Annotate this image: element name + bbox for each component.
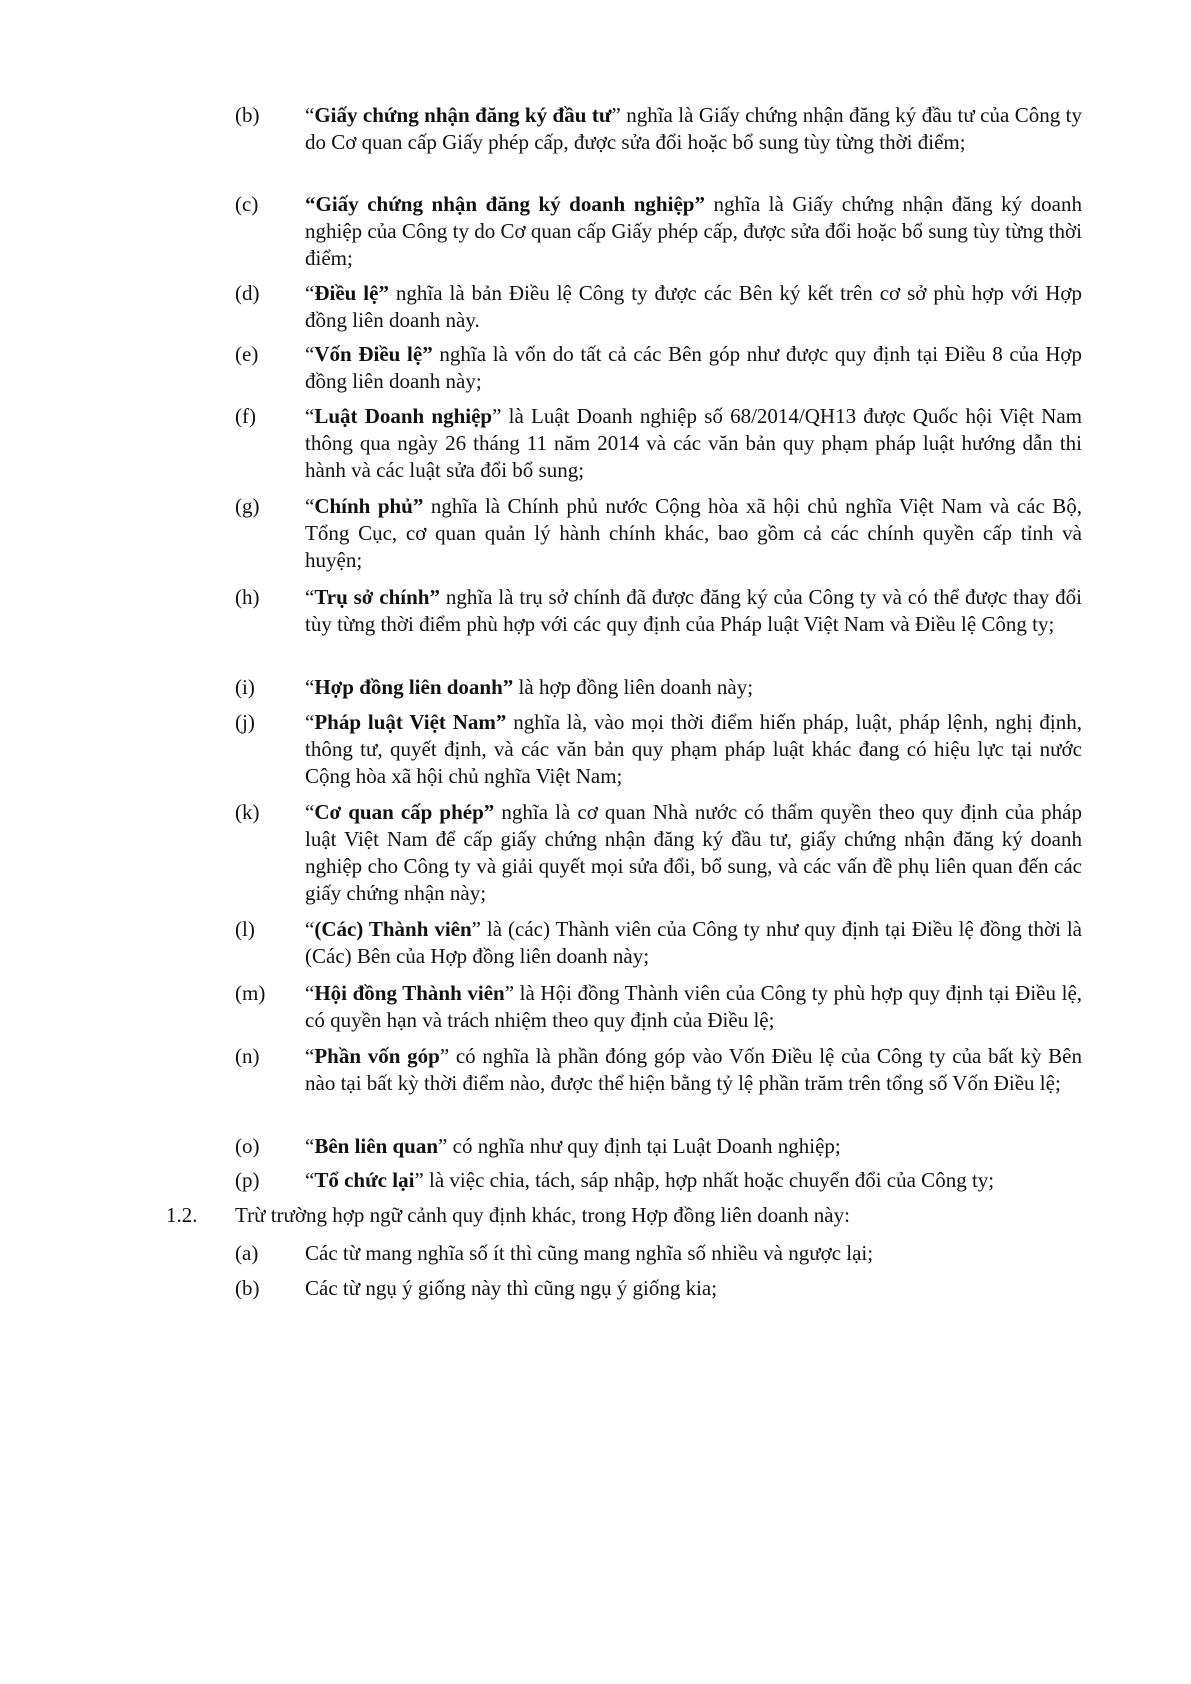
definition-label: (i) xyxy=(235,675,255,699)
definition-text: “Phần vốn góp” có nghĩa là phần đóng góp vào Vốn Điều lệ của Công ty của bất kỳ Bên nào tại bất kỳ thời điểm nào, được thể hiện bằng tỷ lệ phần trăm trên tổng số Vốn Điều lệ; xyxy=(305,1044,1082,1095)
definition-text: “Cơ quan cấp phép” nghĩa là cơ quan Nhà nước có thẩm quyền theo quy định của pháp luật Việt Nam để cấp giấy chứng nhận đăng ký đầu tư, giấy chứng nhận đăng ký doanh nghiệp cho Công ty và giải quyết mọi sửa đổi, bổ sung, và các vấn đề phụ liên quan đến các giấy chứng nhận này; xyxy=(305,800,1082,905)
rule-label: (b) xyxy=(235,1276,260,1300)
definition-text: “Hội đồng Thành viên” là Hội đồng Thành viên của Công ty phù hợp quy định tại Điều lệ, có quyền hạn và trách nhiệm theo quy định của Điều lệ; xyxy=(305,981,1083,1032)
section-text: Trừ trường hợp ngữ cảnh quy định khác, trong Hợp đồng liên doanh này: xyxy=(235,1203,850,1227)
definition-text: “Tổ chức lại” là việc chia, tách, sáp nhập, hợp nhất hoặc chuyển đổi của Công ty; xyxy=(305,1168,995,1192)
definition-text: “Chính phủ” nghĩa là Chính phủ nước Cộng hòa xã hội chủ nghĩa Việt Nam và các Bộ, Tổng Cục, cơ quan quản lý hành chính khác, bao gồm cả các chính quyền cấp tỉnh và huyện; xyxy=(305,494,1083,572)
defined-term: (Các) Thành viên xyxy=(314,917,472,941)
definition-text: “Trụ sở chính” nghĩa là trụ sở chính đã được đăng ký của Công ty và có thể được thay đổi tùy từng thời điểm phù hợp với các quy định của Pháp luật Việt Nam và Điều lệ Công ty; xyxy=(305,585,1082,636)
defined-term: Tổ chức lại xyxy=(314,1168,415,1192)
defined-term: Giấy chứng nhận đăng ký doanh nghiệp xyxy=(315,192,695,216)
definition-label: (o) xyxy=(235,1134,260,1158)
definition-label: (c) xyxy=(235,192,259,216)
definition-label: (j) xyxy=(235,710,255,734)
definition-label: (d) xyxy=(235,281,260,305)
definition-text: “Luật Doanh nghiệp” là Luật Doanh nghiệp số 68/2014/QH13 được Quốc hội Việt Nam thông qua ngày 26 tháng 11 năm 2014 và các văn bản quy phạm pháp luật hướng dẫn thi hành và các luật sửa đổi bổ sung; xyxy=(305,404,1082,482)
defined-term: Giấy chứng nhận đăng ký đầu tư xyxy=(314,103,612,127)
definition-text: “(Các) Thành viên” là (các) Thành viên của Công ty như quy định tại Điều lệ đồng thời là (Các) Bên của Hợp đồng liên doanh này; xyxy=(305,917,1082,968)
defined-term: Pháp luật Việt Nam xyxy=(314,710,496,734)
definition-text: “Giấy chứng nhận đăng ký doanh nghiệp” nghĩa là Giấy chứng nhận đăng ký doanh nghiệp của Công ty do Cơ quan cấp Giấy phép cấp, được sửa đổi hoặc bổ sung tùy từng thời điểm; xyxy=(305,192,1082,270)
defined-term: Hợp đồng liên doanh xyxy=(314,675,503,699)
definition-text: “Điều lệ” nghĩa là bản Điều lệ Công ty được các Bên ký kết trên cơ sở phù hợp với Hợp đồng liên doanh này. xyxy=(305,281,1083,332)
definition-text: “Bên liên quan” có nghĩa như quy định tại Luật Doanh nghiệp; xyxy=(305,1134,841,1158)
definition-label: (m) xyxy=(235,981,266,1005)
definition-label: (e) xyxy=(235,342,259,366)
definition-label: (p) xyxy=(235,1168,260,1192)
defined-term: Bên liên quan xyxy=(314,1134,439,1158)
definition-text: “Vốn Điều lệ” nghĩa là vốn do tất cả các Bên góp như được quy định tại Điều 8 của Hợp đồng liên doanh này; xyxy=(305,342,1083,393)
section-number: 1.2. xyxy=(166,1203,198,1227)
defined-term: Chính phủ xyxy=(314,494,413,518)
definition-label: (l) xyxy=(235,917,255,941)
definition-label: (g) xyxy=(235,494,260,518)
defined-term: Trụ sở chính xyxy=(314,585,430,609)
definition-label: (k) xyxy=(235,800,260,824)
defined-term: Phần vốn góp xyxy=(314,1044,440,1068)
defined-term: Cơ quan cấp phép xyxy=(314,800,484,824)
definition-text: “Pháp luật Việt Nam” nghĩa là, vào mọi thời điểm hiến pháp, luật, pháp lệnh, nghị định, thông tư, quyết định, và các văn bản quy phạm pháp luật khác đang có hiệu lực tại nước Cộng hòa xã hội chủ nghĩa Việt Nam; xyxy=(305,710,1082,788)
definition-label: (h) xyxy=(235,585,260,609)
definition-text: “Giấy chứng nhận đăng ký đầu tư” nghĩa là Giấy chứng nhận đăng ký đầu tư của Công ty do Cơ quan cấp Giấy phép cấp, được sửa đổi hoặc bổ sung tùy từng thời điểm; xyxy=(305,103,1083,154)
definition-text: “Hợp đồng liên doanh” là hợp đồng liên doanh này; xyxy=(305,675,754,699)
rule-text: Các từ mang nghĩa số ít thì cũng mang nghĩa số nhiều và ngược lại; xyxy=(305,1241,874,1265)
definition-label: (n) xyxy=(235,1044,260,1068)
defined-term: Luật Doanh nghiệp xyxy=(314,404,493,428)
rule-text: Các từ ngụ ý giống này thì cũng ngụ ý giống kia; xyxy=(305,1276,718,1300)
defined-term: Điều lệ xyxy=(314,281,379,305)
definition-label: (f) xyxy=(235,404,256,428)
definition-label: (b) xyxy=(235,103,260,127)
defined-term: Hội đồng Thành viên xyxy=(314,981,505,1005)
defined-term: Vốn Điều lệ xyxy=(314,342,423,366)
rule-label: (a) xyxy=(235,1241,259,1265)
